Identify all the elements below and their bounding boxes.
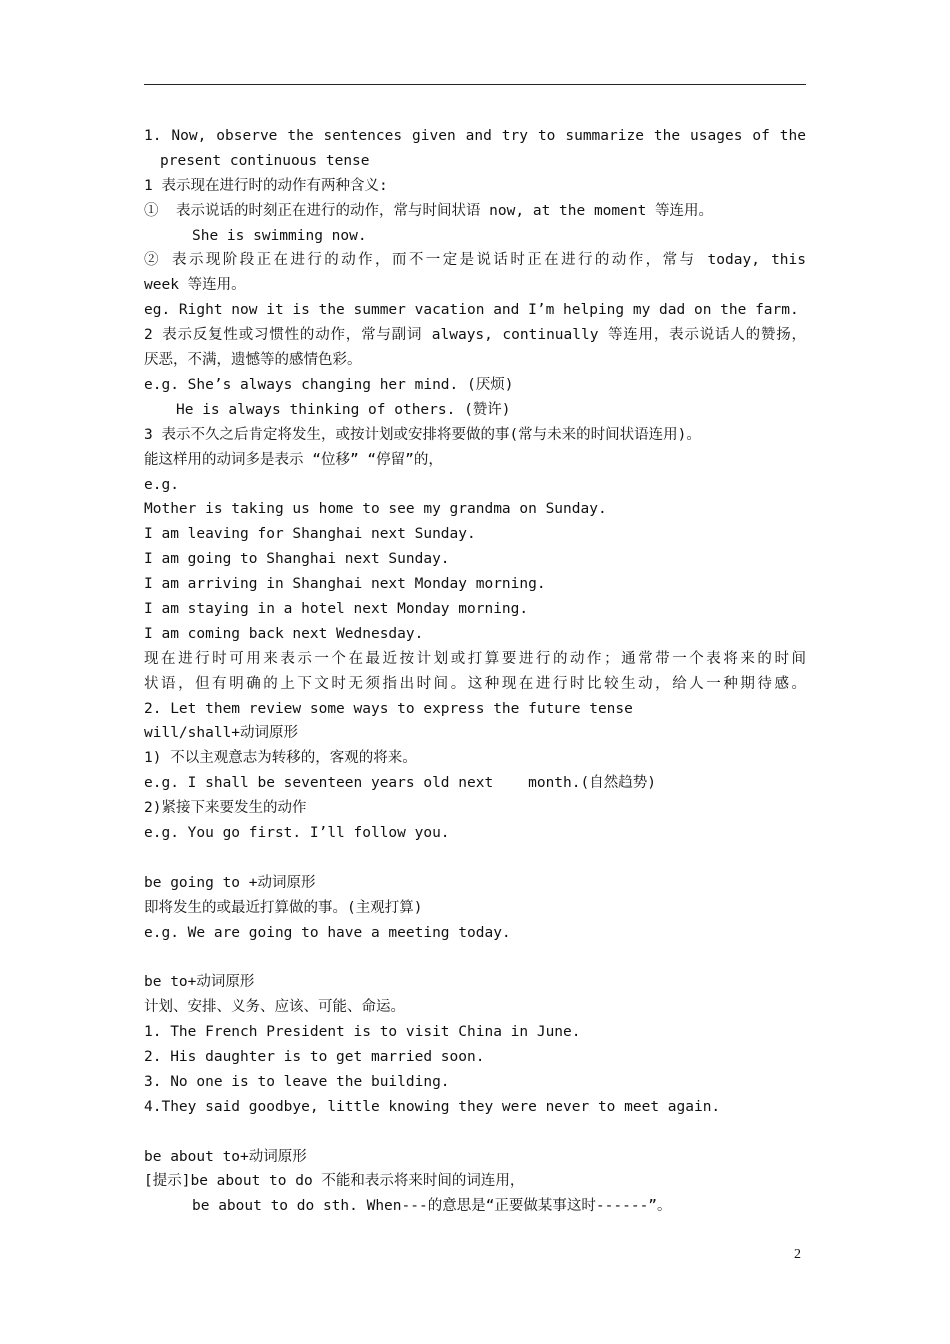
- text-line: e.g.: [144, 476, 179, 493]
- text-line: eg. Right now it is the summer vacation and I’m helping my dad on the farm.: [144, 302, 799, 319]
- text-line: be about to+动词原形: [144, 1148, 307, 1165]
- text-line: e.g. I shall be seventeen years old next month.(自然趋势): [144, 775, 656, 792]
- text-line: I am arriving in Shanghai next Monday morning.: [144, 576, 546, 593]
- text-line: 现在进行时可用来表示一个在最近按计划或打算要进行的动作；通常带一个表将来的时间: [144, 650, 806, 667]
- text-line: 3 表示不久之后肯定将发生，或按计划或安排将要做的事(常与未来的时间状语连用)。: [144, 426, 701, 443]
- text-line: 计划、安排、义务、应该、可能、命运。: [144, 999, 405, 1016]
- text-line: week 等连用。: [144, 277, 246, 294]
- text-line: 即将发生的或最近打算做的事。(主观打算): [144, 899, 423, 916]
- text-line: 3. No one is to leave the building.: [144, 1073, 450, 1090]
- blank-line: [144, 846, 806, 871]
- text-line: 能这样用的动词多是表示 “位移” “停留”的，: [144, 451, 443, 468]
- text-line: e.g. You go first. I’ll follow you.: [144, 825, 450, 842]
- text-line: present continuous tense: [160, 152, 370, 169]
- text-line: e.g. We are going to have a meeting today.: [144, 924, 511, 941]
- text-line: 2. Let them review some ways to express the future tense: [144, 700, 633, 717]
- blank-line: [144, 1120, 806, 1145]
- text-line: Mother is taking us home to see my grandma on Sunday.: [144, 501, 607, 518]
- text-line: 1 表示现在进行时的动作有两种含义:: [144, 177, 388, 194]
- text-line: 厌恶，不满，遗憾等的感情色彩。: [144, 352, 362, 369]
- text-line: 1. The French President is to visit China in June.: [144, 1024, 581, 1041]
- text-line: 2. His daughter is to get married soon.: [144, 1049, 485, 1066]
- text-line: be going to +动词原形: [144, 874, 316, 891]
- blank-line: [144, 945, 806, 970]
- text-line: I am coming back next Wednesday.: [144, 625, 424, 642]
- text-line: She is swimming now.: [192, 227, 367, 244]
- text-line: be to+动词原形: [144, 974, 255, 991]
- text-line: will/shall+动词原形: [144, 725, 299, 742]
- text-line: I am leaving for Shanghai next Sunday.: [144, 526, 476, 543]
- text-line: ① 表示说话的时刻正在进行的动作，常与时间状语 now, at the moment 等连用。: [144, 202, 714, 219]
- header-rule: [144, 84, 806, 85]
- text-line: I am staying in a hotel next Monday morning.: [144, 600, 529, 617]
- text-line: 2 表示反复性或习惯性的动作，常与副词 always, continually 等连用，表示说话人的赞扬，: [144, 327, 806, 344]
- text-line: e.g. She’s always changing her mind. (厌烦): [144, 376, 514, 393]
- text-line: He is always thinking of others. (赞许): [176, 401, 511, 418]
- text-line: be about to do sth. When---的意思是“正要做某事这时------”。: [192, 1198, 672, 1215]
- text-line: I am going to Shanghai next Sunday.: [144, 551, 450, 568]
- text-line: ② 表示现阶段正在进行的动作，而不一定是说话时正在进行的动作，常与 today, this: [144, 252, 806, 269]
- text-line: 4.They said goodbye, little knowing they were never to meet again.: [144, 1098, 721, 1115]
- text-line: 2)紧接下来要发生的动作: [144, 800, 307, 817]
- text-line: 状语，但有明确的上下文时无须指出时间。这种现在进行时比较生动，给人一种期待感。: [144, 675, 806, 692]
- text-line: 1. Now, observe the sentences given and try to summarize the usages of the: [144, 128, 806, 144]
- page-number: 2: [794, 1247, 801, 1262]
- document-body: [144, 124, 806, 1219]
- text-line: 1) 不以主观意志为转移的，客观的将来。: [144, 750, 417, 767]
- text-line: [提示]be about to do 不能和表示将来时间的词连用，: [144, 1173, 525, 1190]
